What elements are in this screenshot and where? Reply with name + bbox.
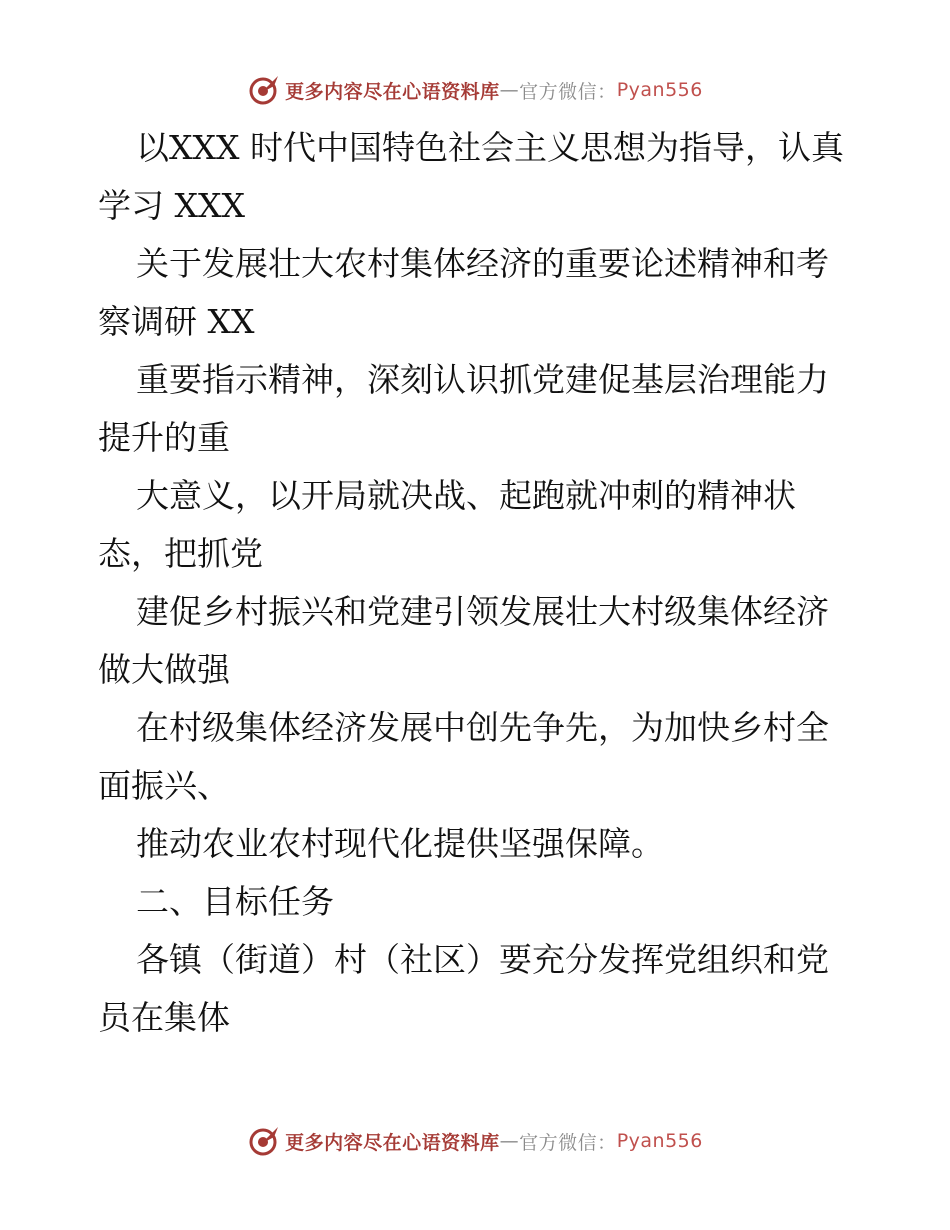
header-watermark <box>0 70 950 110</box>
brand-wechat-id: Pyan556 <box>616 1130 703 1152</box>
quill-logo-icon <box>247 73 281 107</box>
paragraph: 建促乡村振兴和党建引领发展壮大村级集体经济做大做强 <box>98 592 829 689</box>
footer-watermark <box>0 1121 950 1161</box>
paragraph: 推动农业农村现代化提供坚强保障。 <box>136 824 664 863</box>
section-heading: 二、目标任务 <box>136 882 334 921</box>
paragraph: 大意义，以开局就决战、起跑就冲刺的精神状态，把抓党 <box>98 476 796 573</box>
paragraph: 在村级集体经济发展中创先争先，为加快乡村全面振兴、 <box>98 708 829 805</box>
brand-site-text: 更多内容尽在心语资料库 <box>285 1131 500 1154</box>
document-body <box>98 119 858 1047</box>
brand-wechat-label: 官方微信： <box>519 80 617 103</box>
quill-logo-icon <box>247 1124 281 1158</box>
paragraph: 各镇（街道）村（社区）要充分发挥党组织和党员在集体 <box>98 940 829 1037</box>
brand-site-text: 更多内容尽在心语资料库 <box>285 80 500 103</box>
paragraph: 重要指示精神，深刻认识抓党建促基层治理能力提升的重 <box>98 360 829 457</box>
brand-wechat-label: 官方微信： <box>519 1131 617 1154</box>
paragraph: 以XXX 时代中国特色社会主义思想为指导，认真学习 XXX <box>98 128 844 225</box>
brand-wechat-id: Pyan556 <box>616 79 703 101</box>
brand-separator: — <box>499 1130 520 1152</box>
paragraph: 关于发展壮大农村集体经济的重要论述精神和考察调研 XX <box>98 244 829 341</box>
brand-separator: — <box>499 79 520 101</box>
